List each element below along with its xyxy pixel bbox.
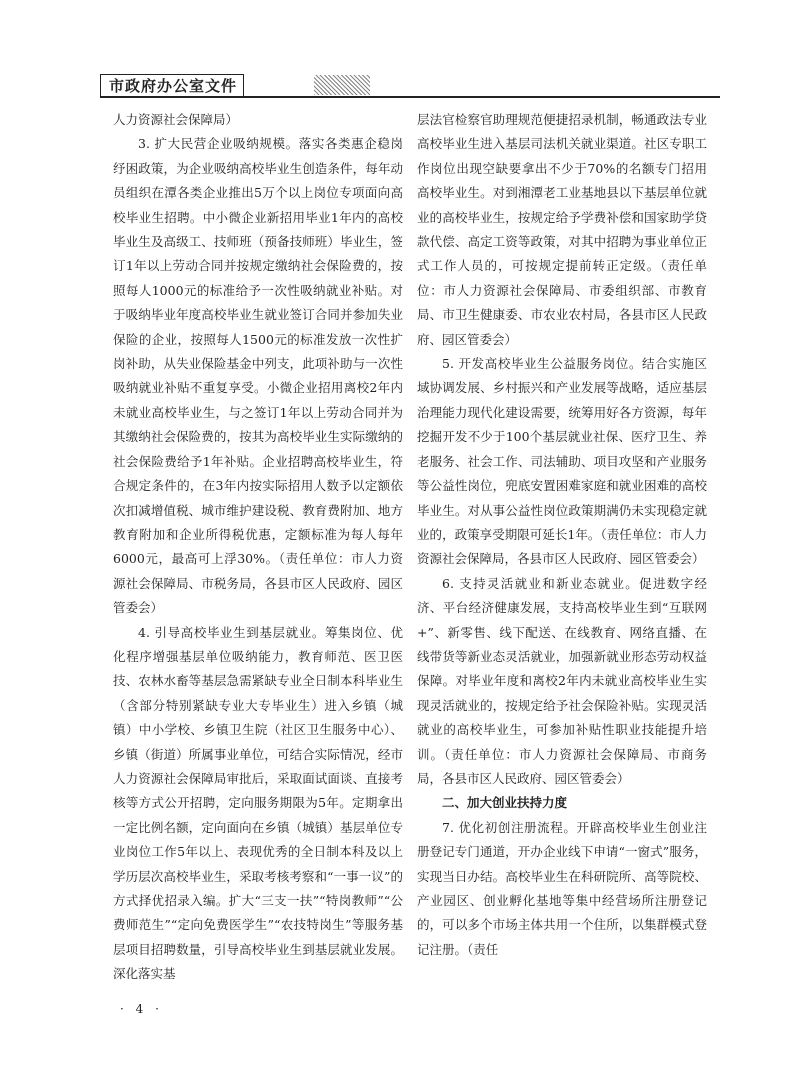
- header-hatch-decoration: [314, 75, 370, 95]
- left-column: [113, 108, 403, 987]
- header-rule: [100, 96, 720, 98]
- paragraph: 4. 引导高校毕业生到基层就业。筹集岗位、优化程序增强基层单位吸纳能力，教育师范、医卫医技、农林水畜等基层急需紧缺专业全日制本科毕业生（含部分特别紧缺专业大专毕业生）进入乡镇（城镇）中小学校、乡镇卫生院（社区卫生服务中心）、乡镇（街道）所属事业单位，可结合实际情况，经市人力资源社会保障局审批后，采取面试面谈、直接考核等方式公开招聘，定向服务期限为5年。定期拿出一定比例名额，定向面向在乡镇（城镇）基层单位专业岗位工作5年以上、表现优秀的全日制本科及以上学历层次高校毕业生，采取考核考察和“一事一议”的方式择优招录入编。扩大“三支一扶”“特岗教师”“公费师范生”“定向免费医学生”“农技特岗生”等服务基层项目招聘数量，引导高校毕业生到基层就业发展。深化落实基: [113, 624, 403, 982]
- paragraph: 3. 扩大民营企业吸纳规模。落实各类惠企稳岗纾困政策，为企业吸纳高校毕业生创造条件，每年动员组织在潭各类企业推出5万个以上岗位专项面向高校毕业生招聘。中小微企业新招用毕业1年内的高校毕业生及高级工、技师班（预备技师班）毕业生，签订1年以上劳动合同并按规定缴纳社会保险费的，按照每人1000元的标准给予一次性吸纳就业补贴。对于吸纳毕业年度高校毕业生就业签订合同并参加失业保险的企业，按照每人1500元的标准发放一次性扩岗补助，从失业保险基金中列支，此项补助与一次性吸纳就业补贴不重复享受。小微企业招用离校2年内未就业高校毕业生，与之签订1年以上劳动合同并为其缴纳社会保险费的，按其为高校毕业生实际缴纳的社会保险费给予1年补贴。企业招聘高校毕业生，符合规定条件的，在3年内按实际招用人数予以定额依次扣减增值税、城市维护建设税、教育费附加、地方教育附加和企业所得税优惠，定额标准为每人每年6000元，最高可上浮30%。（责任单位：市人力资源社会保障局、市税务局，各县市区人民政府、园区管委会）: [113, 136, 403, 616]
- paragraph: 7. 优化初创注册流程。开辟高校毕业生创业注册登记专门通道，开办企业线下申请“一窗式”服务，实现当日办结。高校毕业生在科研院所、高等院校、产业园区、创业孵化基地等集中经营场所注册登记的，可以多个市场主体共用一个住所，以集群模式登记注册。（责任: [417, 819, 707, 957]
- paragraph: 5. 开发高校毕业生公益服务岗位。结合实施区域协调发展、乡村振兴和产业发展等战略，适应基层治理能力现代化建设需要，统筹用好各方资源，每年挖掘开发不少于100个基层就业社保、医疗卫生、养老服务、社会工作、司法辅助、项目攻坚和产业服务等公益性岗位，兜底安置困难家庭和就业困难的高校毕业生。对从事公益性岗位政策期满仍未实现稳定就业的，政策享受期限可延长1年。（责任单位：市人力资源社会保障局，各县市区人民政府、园区管委会）: [417, 356, 707, 567]
- paragraph: 层法官检察官助理规范便捷招录机制，畅通政法专业高校毕业生进入基层司法机关就业渠道。社区专职工作岗位出现空缺要拿出不少于70%的名额专门招用高校毕业生。对到湘潭老工业基地县以下基层单位就业的高校毕业生，按规定给予学费补偿和国家助学贷款代偿、高定工资等政策，对其中招聘为事业单位正式工作人员的，可按规定提前转正定级。（责任单位：市人力资源社会保障局、市委组织部、市教育局、市卫生健康委、市农业农村局，各县市区人民政府、园区管委会）: [417, 112, 707, 347]
- paragraph: 6. 支持灵活就业和新业态就业。促进数字经济、平台经济健康发展，支持高校毕业生到“互联网+”、新零售、线下配送、在线教育、网络直播、在线带货等新业态灵活就业，加强新就业形态劳动权益保障。对毕业年度和离校2年内未就业高校毕业生实现灵活就业的，按规定给予社会保险补贴。实现灵活就业的高校毕业生，可参加补贴性职业技能提升培训。（责任单位：市人力资源社会保障局、市商务局，各县市区人民政府、园区管委会）: [417, 575, 707, 786]
- page-number: · 4 ·: [120, 1002, 163, 1016]
- section-heading: 二、加大创业扶持力度: [442, 795, 568, 811]
- right-column: [417, 108, 707, 962]
- page-header: [100, 50, 720, 98]
- paragraph: 人力资源社会保障局）: [113, 112, 239, 127]
- header-title: 市政府办公室文件: [100, 74, 244, 98]
